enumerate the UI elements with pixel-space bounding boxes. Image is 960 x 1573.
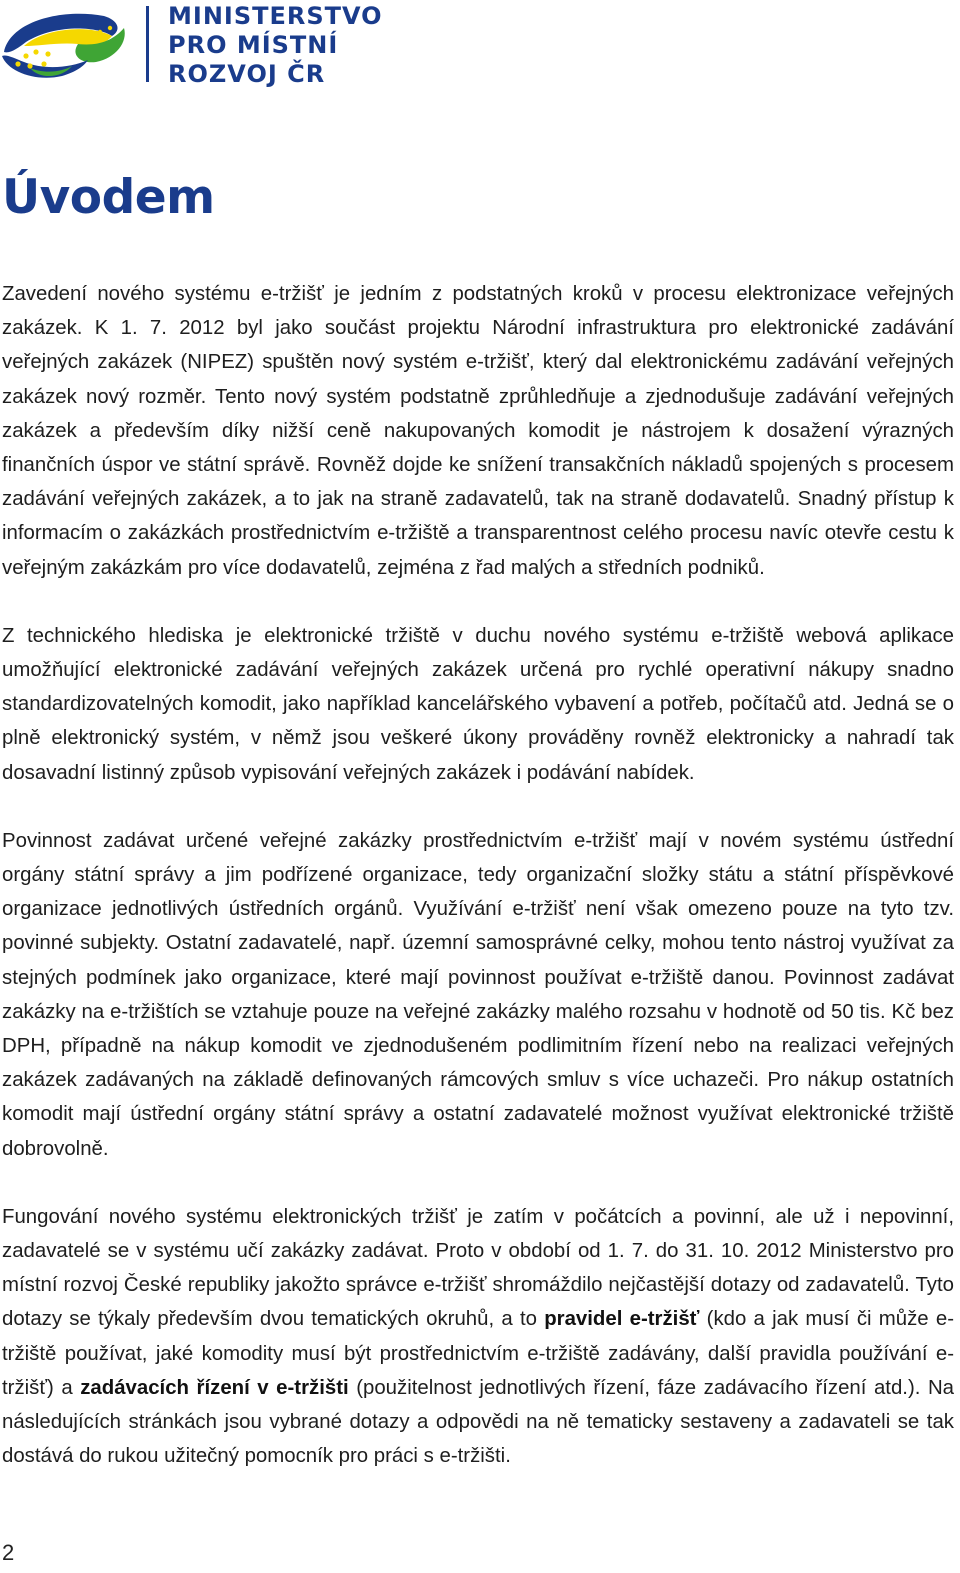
paragraph-2 — [2, 619, 954, 790]
paragraph-1 — [2, 277, 954, 585]
ministry-name — [168, 2, 383, 89]
paragraph-1-text: Zavedení nového systému e-tržišť je jedním z podstatných kroků v procesu elektronizace veřejných zakázek. K 1. 7. 2012 byl jako součást projektu Národní infrastruktura pro elektronické zadávání veřejných zakázek (NIPEZ) spuštěn nový systém e-tržišť, který dal elektronickému zadávání veřejných zakázek nový rozměr. Tento nový systém podstatně zprůhledňuje a zjednodušuje zadávání veřejných zakázek a především díky nižší ceně nakupovaných komodit je nástrojem k dosažení výrazných finančních úspor ve státní správě. Rovněž dojde ke snížení transakčních nákladů spojených s procesem zadávání veřejných zakázek, a to jak na straně zadavatelů, tak na straně dodavatelů. Snadný přístup k informacím o zakázkách prostřednictvím e-tržiště a transparentnost celého procesu navíc otevře cestu k veřejným zakázkám pro více dodavatelů, zejména z řad malých a středních podniků. — [2, 283, 954, 579]
paragraph-2-text: Z technického hlediska je elektronické tržiště v duchu nového systému e-tržiště webová aplikace umožňující elektronické zadávání veřejných zakázek určená pro rychlé operativní nákupy snadno standardizovatelných komodit, jako například kancelářského vybavení a potřeb, počítačů atd. Jedná se o plně elektronický systém, v němž jsou veškeré úkony prováděny rovněž elektronicky a nahradí tak dosavadní listinný způsob vypisování veřejných zakázek i podávání nabídek. — [2, 624, 954, 784]
paragraph-3 — [2, 824, 954, 1166]
page-number: 2 — [2, 1540, 15, 1565]
logo-line-1: MINISTERSTVO — [168, 2, 383, 30]
emphasis-procedures: zadávacích řízení v e-tržišti — [80, 1376, 349, 1399]
paragraph-3-text: Povinnost zadávat určené veřejné zakázky prostřednictvím e-tržišť mají v novém systému ústřední orgány státní správy a jim podřízené organizace, tedy organizační složky státu a státní příspěvkové organizace jednotlivých ústředních orgánů. Využívání e-tržišť není však omezeno pouze na tyto tzv. povinné subjekty. Ostatní zadavatelé, např. územní samosprávné celky, mohou tento nástroj využívat za stejných podmínek jako organizace, které mají povinnost používat e-tržiště danou. Povinnost zadávat zakázky na e-tržištích se vztahuje pouze na veřejné zakázky malého rozsahu v hodnotě od 50 tis. Kč bez DPH, případně na nákup komodit ve zjednodušeném podlimitním řízení nebo na realizaci veřejných zakázek zadávaných na základě definovaných rámcových smluv s více uchazeči. Pro nákup ostatních komodit mají ústřední orgány státní správy a ostatní zadavatelé možnost využívat elektronické tržiště dobrovolně. — [2, 829, 954, 1160]
logo-line-2: PRO MÍSTNÍ — [168, 31, 339, 59]
paragraph-4 — [2, 1200, 954, 1474]
emphasis-rules: pravidel e-tržišť — [544, 1308, 700, 1331]
logo-divider — [146, 6, 149, 82]
paragraph-4-text-c: (použitelnost jednotlivých řízení, fáze zadávacího řízení atd.). Na následujících stránkách jsou vybrané dotazy a odpovědi na ně tematicky sestaveny a zadavateli se tak dostává do rukou užitečný pomocník pro práci s e-tržišti. — [2, 1376, 955, 1468]
paragraph-4-text-b: (kdo a jak musí či může e-tržiště používat, jaké komodity musí být prostřednictvím e-tržiště zadávány, další pravidla používání e-tržišť) a — [2, 1308, 954, 1399]
paragraph-4-text-a: Fungování nového systému elektronických tržišť je zatím v počátcích a povinní, ale už i nepovinní, zadavatelé se v systému učí zakázky zadávat. Proto v období od 1. 7. do 31. 10. 2012 Ministerstvo pro místní rozvoj České republiky jakožto správce e-tržišť shromáždilo nejčastější dotazy od zadavatelů. Tyto dotazy se týkaly především dvou tematických okruhů, a to — [2, 1205, 954, 1331]
logo-line-3: ROZVOJ ČR — [168, 60, 326, 88]
body-text — [2, 277, 954, 1508]
page-title: Úvodem — [2, 170, 215, 225]
ministry-logo-icon — [0, 6, 130, 87]
page-header — [0, 0, 960, 100]
